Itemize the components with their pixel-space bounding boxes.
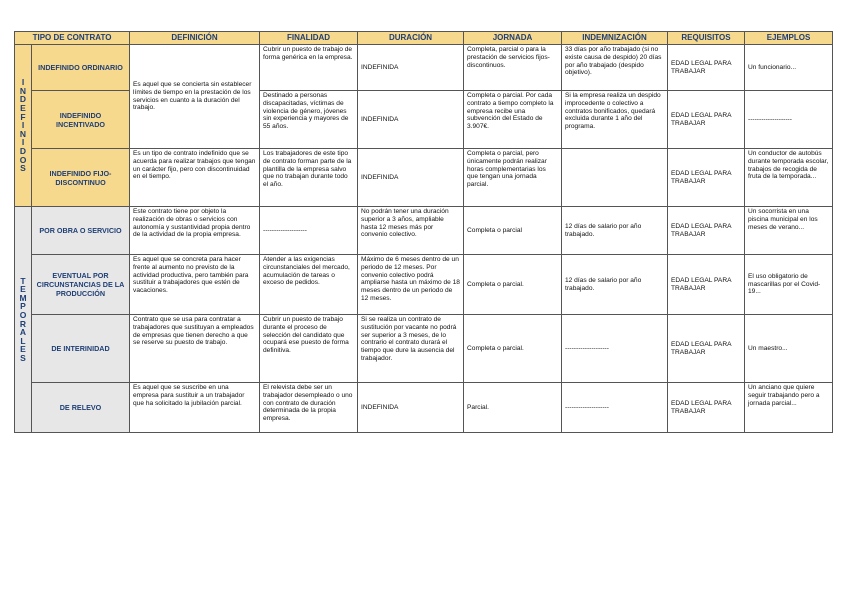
col-header-duracion: DURACIÓN	[358, 32, 464, 45]
ejemplos-cell: El uso obligatorio de mascarillas por el Covid-19...	[745, 255, 833, 315]
indemnizacion-cell: 12 días de salario por año trabajado.	[562, 207, 668, 255]
ejemplos-cell: Un funcionario...	[745, 45, 833, 91]
jornada-cell: Completa o parcial.	[464, 315, 562, 383]
contract-type-name: POR OBRA O SERVICIO	[32, 207, 130, 255]
table-row	[15, 255, 833, 315]
group-label-indefinidos: I N D E F I N I D O S	[15, 45, 32, 207]
table-row	[15, 207, 833, 255]
contract-type-name: INDEFINIDO INCENTIVADO	[32, 91, 130, 149]
table-row	[15, 149, 833, 207]
jornada-cell: Completa o parcial.	[464, 255, 562, 315]
finalidad-cell: El relevista debe ser un trabajador desempleado o uno con contrato de duración determinada de la propia empresa.	[260, 383, 358, 433]
requisitos-cell: EDAD LEGAL PARA TRABAJAR	[668, 207, 745, 255]
duracion-cell: INDEFINIDA	[358, 149, 464, 207]
definicion-cell: Contrato que se usa para contratar a trabajadores que sustituyan a empleados de empresas que tienen derecho a que se reserve su puesto de trabajo.	[130, 315, 260, 383]
finalidad-cell: Cubrir un puesto de trabajo durante el proceso de selección del candidato que ocupará ese puesto de forma definitiva.	[260, 315, 358, 383]
indemnizacion-cell: 12 días de salario por año trabajado.	[562, 255, 668, 315]
duracion-cell: Máximo de 6 meses dentro de un periodo de 12 meses. Por convenio colectivo podrá ampliarse hasta un máximo de 18 meses dentro de un periodo de 12 meses.	[358, 255, 464, 315]
col-header-indemnizacion: INDEMNIZACIÓN	[562, 32, 668, 45]
ejemplos-cell: Un conductor de autobús durante temporada escolar, trabajos de recogida de fruta de la temporada...	[745, 149, 833, 207]
requisitos-cell: EDAD LEGAL PARA TRABAJAR	[668, 45, 745, 91]
contract-type-name: INDEFINIDO ORDINARIO	[32, 45, 130, 91]
finalidad-cell: Los trabajadores de este tipo de contrato forman parte de la plantilla de la empresa salvo que no trabajan durante todo el año.	[260, 149, 358, 207]
ejemplos-cell: --------------------	[745, 91, 833, 149]
indemnizacion-cell: Si la empresa realiza un despido improcedente o colectivo a contratos bonificados, quedará excluida durante 1 año del programa.	[562, 91, 668, 149]
requisitos-cell: EDAD LEGAL PARA TRABAJAR	[668, 255, 745, 315]
indemnizacion-cell: 33 días por año trabajado (si no existe causa de despido) 20 días por año trabajado (despido objetivo).	[562, 45, 668, 91]
duracion-cell: INDEFINIDA	[358, 91, 464, 149]
shared-definition-cell: Es aquel que se concierta sin establecer límites de tiempo en la prestación de los servicios en cuanto a la duración del trabajo.	[130, 45, 260, 149]
ejemplos-cell: Un socorrista en una piscina municipal en los meses de verano...	[745, 207, 833, 255]
indemnizacion-cell: --------------------	[562, 383, 668, 433]
ejemplos-cell: Un anciano que quiere seguir trabajando pero a jornada parcial...	[745, 383, 833, 433]
col-header-ejemplos: EJEMPLOS	[745, 32, 833, 45]
indemnizacion-cell	[562, 149, 668, 207]
duracion-cell: INDEFINIDA	[358, 45, 464, 91]
contract-type-name: DE INTERINIDAD	[32, 315, 130, 383]
definicion-cell: Es aquel que se suscribe en una empresa para sustituir a un trabajador que ha solicitado la jubilación parcial.	[130, 383, 260, 433]
finalidad-cell: Cubrir un puesto de trabajo de forma genérica en la empresa.	[260, 45, 358, 91]
contract-types-table	[14, 31, 833, 433]
col-header-tipo: TIPO DE CONTRATO	[15, 32, 130, 45]
table-row	[15, 383, 833, 433]
col-header-definicion: DEFINICIÓN	[130, 32, 260, 45]
jornada-cell: Parcial.	[464, 383, 562, 433]
col-header-jornada: JORNADA	[464, 32, 562, 45]
jornada-cell: Completa o parcial	[464, 207, 562, 255]
jornada-cell: Completa, parcial o para la prestación de servicios fijos-discontinuos.	[464, 45, 562, 91]
requisitos-cell: EDAD LEGAL PARA TRABAJAR	[668, 91, 745, 149]
table-row	[15, 315, 833, 383]
definicion-cell: Este contrato tiene por objeto la realización de obras o servicios con autonomía y sustantividad propia dentro de la actividad de la propia empresa.	[130, 207, 260, 255]
finalidad-cell: Atender a las exigencias circunstanciales del mercado, acumulación de tareas o exceso de pedidos.	[260, 255, 358, 315]
col-header-finalidad: FINALIDAD	[260, 32, 358, 45]
duracion-cell: INDEFINIDA	[358, 383, 464, 433]
duracion-cell: No podrán tener una duración superior a 3 años, ampliable hasta 12 meses más por convenio colectivo.	[358, 207, 464, 255]
requisitos-cell: EDAD LEGAL PARA TRABAJAR	[668, 315, 745, 383]
requisitos-cell: EDAD LEGAL PARA TRABAJAR	[668, 149, 745, 207]
jornada-cell: Completa o parcial, pero únicamente podrán realizar horas complementarias los que tengan una jornada parcial.	[464, 149, 562, 207]
table-row	[15, 45, 833, 91]
contract-type-name: EVENTUAL POR CIRCUNSTANCIAS DE LA PRODUCCIÓN	[32, 255, 130, 315]
contract-type-name: DE RELEVO	[32, 383, 130, 433]
finalidad-cell: --------------------	[260, 207, 358, 255]
duracion-cell: Si se realiza un contrato de sustitución por vacante no podrá ser superior a 3 meses, de lo contrario el contrato durará el tiempo que dure la ausencia del trabajador.	[358, 315, 464, 383]
col-header-requisitos: REQUISITOS	[668, 32, 745, 45]
requisitos-cell: EDAD LEGAL PARA TRABAJAR	[668, 383, 745, 433]
contract-type-name: INDEFINIDO FIJO-DISCONTINUO	[32, 149, 130, 207]
finalidad-cell: Destinado a personas discapacitadas, víctimas de violencia de género, jóvenes sin experiencia y mayores de 55 años.	[260, 91, 358, 149]
definicion-cell: Es aquel que se concreta para hacer frente al aumento no previsto de la actividad productiva, pero también para sustituir a trabajadores que estén de vacaciones.	[130, 255, 260, 315]
definicion-cell: Es un tipo de contrato indefinido que se acuerda para realizar trabajos que tengan un carácter fijo, pero con discontinuidad en el tiempo.	[130, 149, 260, 207]
header-row	[15, 32, 833, 45]
jornada-cell: Completa o parcial. Por cada contrato a tiempo completo la empresa recibe una subvención del Estado de 3.907€.	[464, 91, 562, 149]
indemnizacion-cell: --------------------	[562, 315, 668, 383]
group-label-temporales: T E M P O R A L E S	[15, 207, 32, 433]
ejemplos-cell: Un maestro...	[745, 315, 833, 383]
